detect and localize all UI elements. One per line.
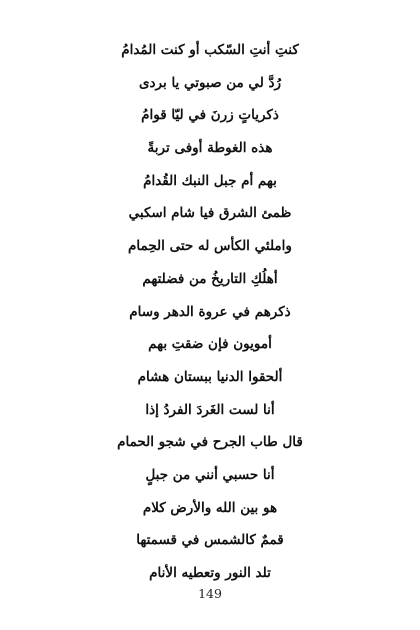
poem-line-17: تلد النور وتعطيه الأنام bbox=[149, 565, 271, 581]
poem-line-9: ذكرهم في عروة الدهر وسام bbox=[129, 303, 291, 320]
poem-line-14: أنا حسبي أنني من جبلٍ bbox=[145, 466, 275, 483]
poem-line-3: ذكرياتٍ زرنَ في ليّا قوامُ bbox=[141, 107, 279, 124]
poem bbox=[0, 34, 420, 590]
poem-line-13: قال طاب الجرح في شجو الحمام bbox=[117, 434, 303, 451]
poem-line-8: أهلُكِ التاريخُ من فضلتهم bbox=[142, 270, 278, 287]
poem-line-2: رُدَّ لي من صبوتي يا بردى bbox=[138, 74, 282, 91]
poem-line-6: ظمئ الشرق فيا شام اسكبي bbox=[128, 205, 292, 222]
poem-line-5: بهم أم جبل النبك القُدامُ bbox=[143, 172, 277, 189]
poem-line-16: قممٌ كالشمس في قسمتها bbox=[136, 532, 284, 549]
poem-line-15: هو بين الله والأرض كلام bbox=[142, 499, 278, 516]
poem-line-10: أمويون فإن ضقتِ بهم bbox=[148, 336, 272, 353]
poem-line-7: واملئي الكأس له حتى الحِمام bbox=[128, 238, 292, 255]
poem-line-12: أنا لست الغَردَ الفردُ إذا bbox=[145, 401, 275, 418]
poem-line-4: هذه الغوطة أوفى تربةً bbox=[147, 140, 273, 157]
poem-line-11: ألحقوا الدنيا ببستان هشام bbox=[137, 368, 283, 385]
poem-line-1: كنتِ أنتِ السّكب أو كنت المُدامُ bbox=[121, 42, 299, 58]
page-number: 149 bbox=[198, 586, 222, 601]
